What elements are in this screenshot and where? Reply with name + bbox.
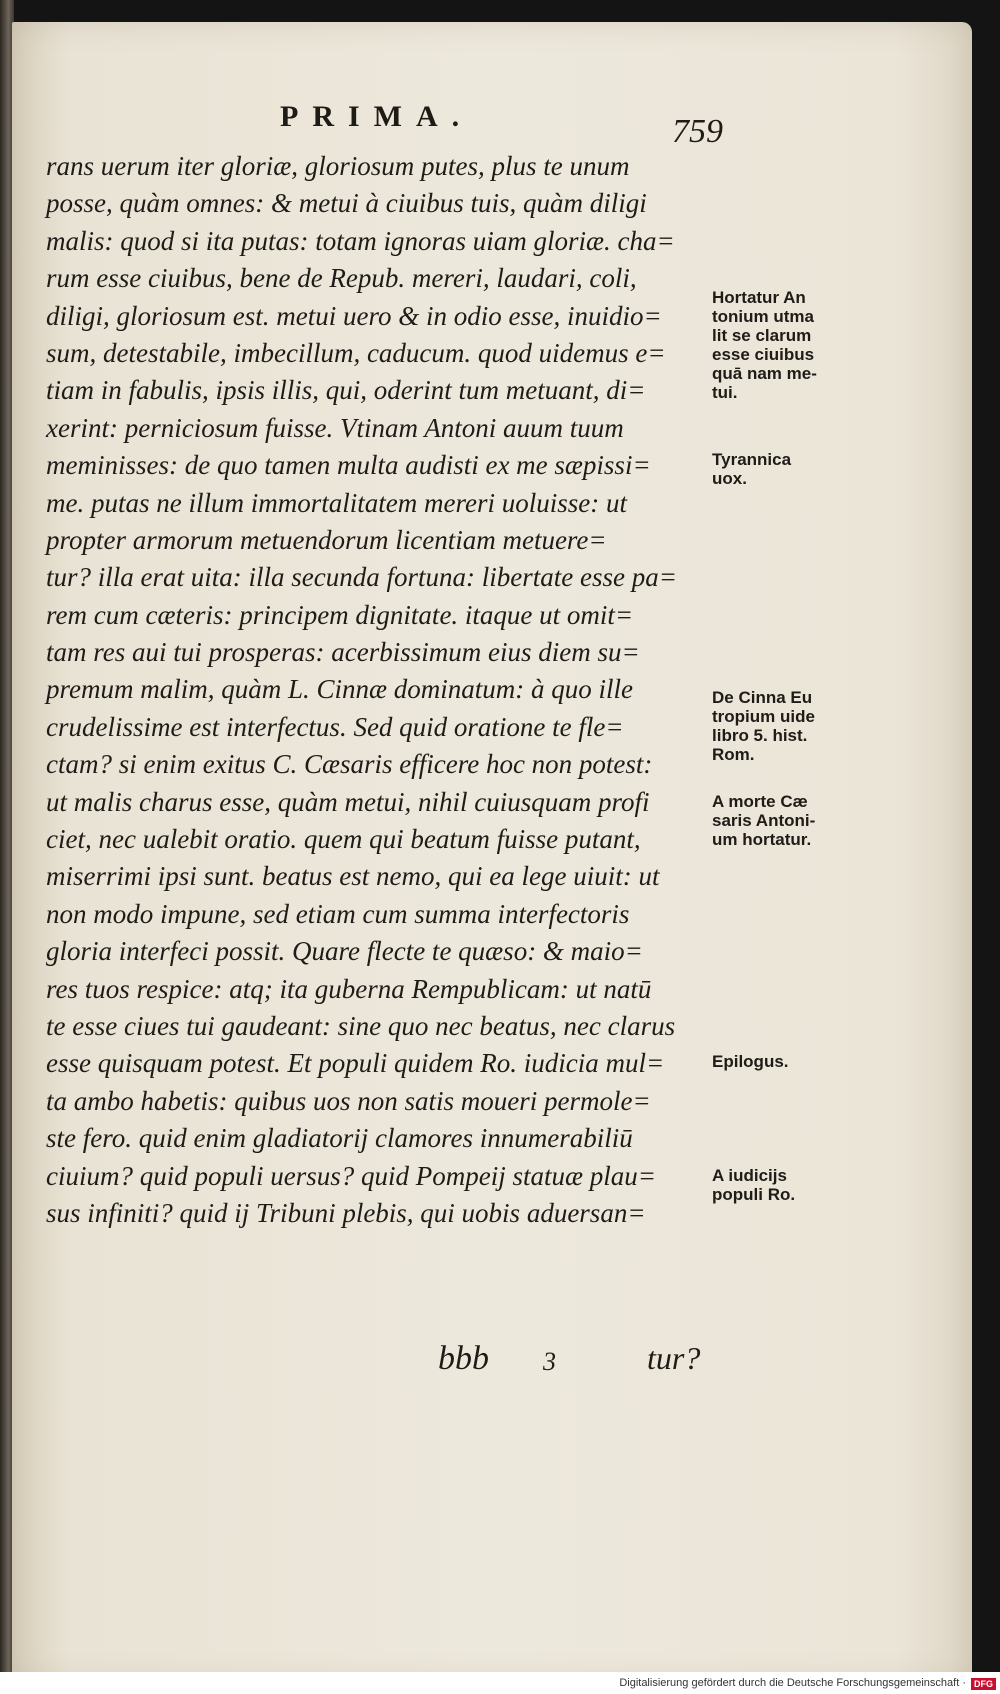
text-line: malis: quod si ita putas: totam ignoras uiam gloriæ. cha=: [46, 225, 675, 256]
sidenote-a-iudicijs: [712, 1166, 872, 1204]
sidenote-line: quā nam me-: [712, 364, 817, 383]
digitization-footer: [0, 1672, 1000, 1694]
text-line: crudelissime est interfectus. Sed quid oratione te fle=: [46, 711, 624, 742]
sidenote-line: Epilogus.: [712, 1052, 789, 1071]
text-line: ut malis charus esse, quàm metui, nihil cuiusquam profi: [46, 786, 650, 817]
footer-text: Digitalisierung gefördert durch die Deutsche Forschungsgemeinschaft ·: [619, 1677, 966, 1689]
signature-number: 3: [543, 1347, 556, 1376]
sidenote-line: esse ciuibus: [712, 345, 815, 364]
sidenote-tyrannica: [712, 450, 872, 488]
text-line: non modo impune, sed etiam cum summa interfectoris: [46, 898, 630, 929]
sidenote-de-cinna: [712, 688, 872, 764]
sidenote-line: tui.: [712, 383, 738, 402]
text-line: tam res aui tui prosperas: acerbissimum eius diem su=: [46, 637, 640, 668]
sidenote-line: lit se clarum: [712, 326, 812, 345]
text-line: rans uerum iter gloriæ, gloriosum putes, plus te unum: [46, 151, 630, 181]
signature-mark: bbb: [438, 1340, 489, 1377]
text-line: propter armorum metuendorum licentiam metuere=: [46, 524, 607, 555]
text-line: rem cum cæteris: principem dignitate. itaque ut omit=: [46, 599, 634, 630]
sidenote-line: tonium utma: [712, 307, 814, 326]
text-line: rum esse ciuibus, bene de Repub. mereri, laudari, coli,: [46, 263, 637, 294]
text-line: ciet, nec ualebit oratio. quem qui beatum fuisse putant,: [46, 824, 641, 855]
sidenote-line: tropium uide: [712, 707, 815, 726]
text-line: miserrimi ipsi sunt. beatus est nemo, qui ea lege uiuit: ut: [46, 861, 660, 892]
dfg-logo: DFG: [971, 1678, 996, 1690]
text-line: ciuium? quid populi uersus? quid Pompeij statuæ plau=: [46, 1160, 656, 1191]
text-line: xerint: perniciosum fuisse. Vtinam Antoni auum tuum: [46, 412, 624, 443]
sidenote-line: uox.: [712, 469, 747, 488]
sidenote-line: Rom.: [712, 745, 755, 764]
main-text-block: [46, 148, 736, 1232]
text-line: sum, detestabile, imbecillum, caducum. quod uidemus e=: [46, 337, 666, 368]
sidenote-line: Tyrannica: [712, 450, 792, 469]
text-line: esse quisquam potest. Et populi quidem Ro. iudicia mul=: [46, 1048, 665, 1079]
text-line: premum malim, quàm L. Cinnæ dominatum: à quo ille: [46, 674, 633, 705]
sidenote-hortatur: [712, 288, 872, 402]
text-line: sus infiniti? quid ij Tribuni plebis, qui uobis aduersan=: [46, 1197, 646, 1228]
text-line: te esse ciues tui gaudeant: sine quo nec beatus, nec clarus: [46, 1010, 676, 1041]
text-line: res tuos respice: atq; ita guberna Rempublicam: ut natū: [46, 973, 652, 1004]
running-head: PRIMA.: [280, 100, 474, 133]
sidenote-a-morte: [712, 792, 872, 849]
sidenote-line: A morte Cæ: [712, 792, 808, 811]
text-line: ta ambo habetis: quibus uos non satis moueri permole=: [46, 1085, 651, 1116]
catchword: tur?: [647, 1340, 701, 1376]
sidenote-line: saris Antoni-: [712, 811, 816, 830]
sidenote-line: A iudicijs: [712, 1166, 787, 1185]
text-line: tiam in fabulis, ipsis illis, qui, oderint tum metuant, di=: [46, 375, 646, 406]
sidenote-line: Hortatur An: [712, 288, 806, 307]
text-line: ste fero. quid enim gladiatorij clamores innumerabiliū: [46, 1123, 633, 1154]
text-line: posse, quàm omnes: & metui à ciuibus tuis, quàm diligi: [46, 188, 647, 219]
page-number: 759: [672, 113, 723, 150]
sidenote-line: De Cinna Eu: [712, 688, 813, 707]
text-line: meminisses: de quo tamen multa audisti ex me sæpissi=: [46, 450, 651, 481]
sidenote-epilogus: [712, 1052, 872, 1071]
text-line: gloria interfeci possit. Quare flecte te quæso: & maio=: [46, 936, 643, 967]
sidenote-line: populi Ro.: [712, 1185, 796, 1204]
text-line: tur? illa erat uita: illa secunda fortuna: libertate esse pa=: [46, 562, 677, 593]
sidenote-line: um hortatur.: [712, 830, 812, 849]
text-line: ctam? si enim exitus C. Cæsaris efficere hoc non potest:: [46, 749, 653, 780]
text-line: me. putas ne illum immortalitatem mereri uoluisse: ut: [46, 487, 627, 518]
text-line: diligi, gloriosum est. metui uero & in odio esse, inuidio=: [46, 300, 662, 331]
sidenote-line: libro 5. hist.: [712, 726, 808, 745]
